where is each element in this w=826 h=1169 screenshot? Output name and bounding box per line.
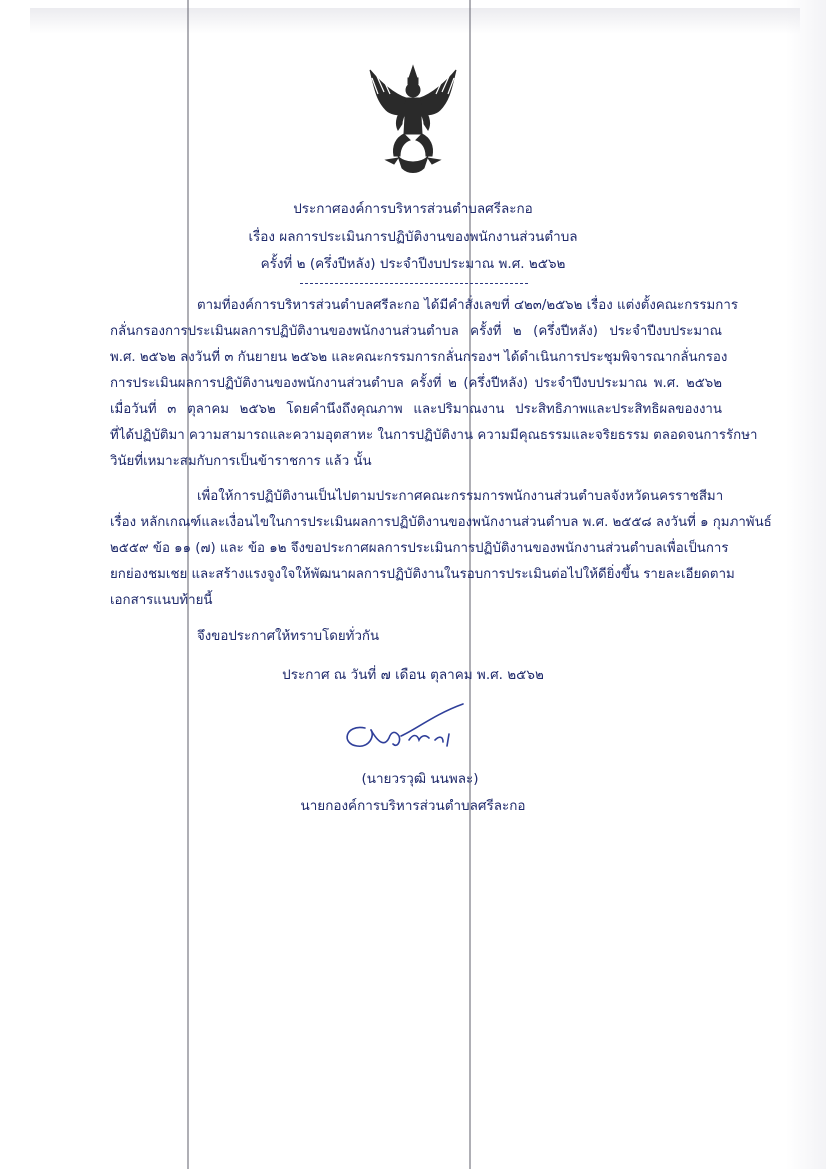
scan-fold-line-center (469, 0, 471, 1169)
para2-line-3: ๒๕๕๙ ข้อ ๑๑ (๗) และ ข้อ ๑๒ จึงขอประกาศผลการประเมินการปฏิบัติงานของพนักงานส่วนตำบลเพื่อเป็นการ (110, 541, 729, 556)
para2-line-2: เรื่อง หลักเกณฑ์และเงื่อนไขในการประเมินผลการปฏิบัติงานของพนักงานส่วนตำบล พ.ศ. ๒๕๕๘ ลงวันที่ ๑ กุมภาพันธ์ (110, 515, 772, 530)
announcement-round: ครั้งที่ ๒ (ครึ่งปีหลัง) ประจำปีงบประมาณ พ.ศ. ๒๕๖๒ (260, 256, 566, 272)
scan-shadow-top (30, 8, 800, 34)
para2-line-5: เอกสารแนบท้ายนี้ (110, 593, 213, 608)
para1-line-3: พ.ศ. ๒๕๖๒ ลงวันที่ ๓ กันยายน ๒๕๖๒ และคณะกรรมการกลั่นกรองฯ ได้ดำเนินการประชุมพิจารณากลั่นกรอง (110, 350, 728, 365)
scan-shadow-right (786, 0, 826, 1169)
signatory-position: นายกองค์การบริหารส่วนตำบลศรีละกอ (300, 798, 526, 814)
announcement-title: ประกาศองค์การบริหารส่วนตำบลศรีละกอ (293, 201, 533, 217)
para1-line-5: เมื่อวันที่ ๓ ตุลาคม ๒๕๖๒ โดยคำนึงถึงคุณภาพ และปริมาณงาน ประสิทธิภาพและประสิทธิผลของงาน (110, 402, 722, 417)
scan-fold-line-left (187, 0, 189, 1169)
announcement-subject: เรื่อง ผลการประเมินการปฏิบัติงานของพนักงานส่วนตำบล (248, 229, 578, 245)
closing-statement: จึงขอประกาศให้ทราบโดยทั่วกัน (197, 629, 380, 644)
para1-line-7: วินัยที่เหมาะสมกับการเป็นข้าราชการ แล้ว นั้น (110, 454, 372, 469)
handwritten-signature (335, 700, 475, 760)
para2-line-1: เพื่อให้การปฏิบัติงานเป็นไปตามประกาศคณะกรรมการพนักงานส่วนตำบลจังหวัดนครราชสีมา (197, 489, 724, 504)
para1-line-4: การประเมินผลการปฏิบัติงานของพนักงานส่วนตำบล ครั้งที่ ๒ (ครึ่งปีหลัง) ประจำปีงบประมาณ พ.ศ. ๒๕๖๒ (110, 376, 722, 391)
garuda-emblem-icon (364, 64, 462, 176)
para1-line-2: กลั่นกรองการประเมินผลการปฏิบัติงานของพนักงานส่วนตำบล ครั้งที่ ๒ (ครึ่งปีหลัง) ประจำปีงบประมาณ (110, 324, 722, 339)
para1-line-6: ที่ได้ปฏิบัติมา ความสามารถและความอุตสาหะ ในการปฏิบัติงาน ความมีคุณธรรมและจริยธรรม ตลอดจนการรักษา (110, 428, 758, 443)
announcement-date: ประกาศ ณ วันที่ ๗ เดือน ตุลาคม พ.ศ. ๒๕๖๒ (282, 667, 544, 683)
para2-line-4: ยกย่องชมเชย และสร้างแรงจูงใจให้พัฒนาผลการปฏิบัติงานในรอบการประเมินต่อไปให้ดียิ่งขึ้น รายละเอียดตาม (110, 567, 735, 582)
signatory-name: (นายวรวุฒิ นนพละ) (361, 771, 479, 787)
para1-line-1: ตามที่องค์การบริหารส่วนตำบลศรีละกอ ได้มีคำสั่งเลขที่ ๔๒๓/๒๕๖๒ เรื่อง แต่งตั้งคณะกรรมการ (197, 298, 738, 313)
header-divider (300, 283, 528, 284)
